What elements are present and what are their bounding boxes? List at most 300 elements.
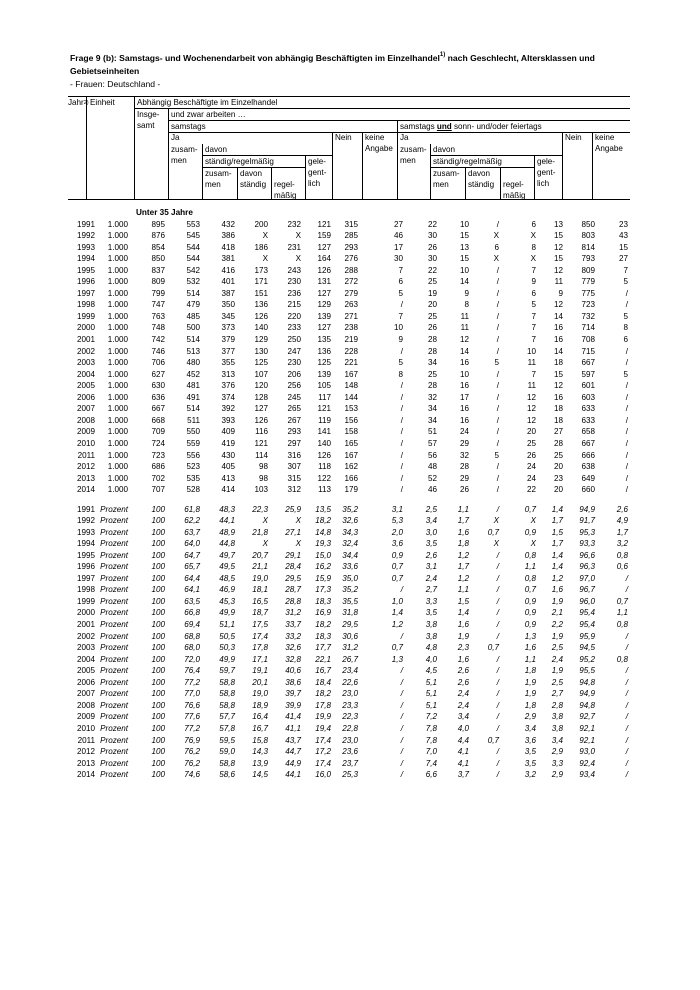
- cell-year: 1998: [76, 300, 95, 310]
- cell-sso-ja-zusammen: 2,4: [425, 573, 437, 583]
- table-row: [0, 527, 700, 538]
- cell-sso-nein: 714: [581, 323, 595, 333]
- cell-unit: Prozent: [100, 643, 128, 653]
- header-gelegentlich-1a: gele-: [308, 157, 326, 166]
- cell-sa-zusammen-staendig-regel: 59,5: [219, 735, 235, 745]
- cell-sa-staendig: 19,0: [252, 689, 268, 699]
- cell-sso-ja-zusammen: 2,6: [425, 550, 437, 560]
- cell-insgesamt: 100: [151, 527, 165, 537]
- cell-sso-ja-zusammen: 3,5: [425, 539, 437, 549]
- table-row: [0, 392, 700, 403]
- table-row: [0, 723, 700, 734]
- cell-sso-gelegentlich: 3,8: [551, 712, 563, 722]
- cell-insgesamt: 630: [151, 381, 165, 391]
- cell-sso-regelmaessig: 1,6: [524, 643, 536, 653]
- cell-sa-gelegentlich: 164: [317, 254, 331, 264]
- cell-sso-ja-zusammen: 30: [427, 231, 437, 241]
- cell-sa-staendig: 121: [254, 438, 268, 448]
- cell-sso-zusammen-staendig-regel: 1,6: [457, 620, 469, 629]
- cell-sso-nein: 92,1: [579, 735, 595, 745]
- cell-sa-regelmaessig: 230: [287, 358, 301, 368]
- cell-sso-zusammen-staendig-regel: 10: [459, 219, 469, 229]
- table-row: [0, 642, 700, 653]
- cell-sa-ja-zusammen: 77,0: [184, 689, 200, 699]
- cell-sa-gelegentlich: 18,2: [315, 689, 331, 699]
- cell-sso-regelmaessig: 22: [526, 485, 536, 495]
- cell-sso-staendig: /: [496, 335, 499, 344]
- header-vline-4: [202, 144, 203, 200]
- cell-sso-ja-zusammen: 32: [427, 392, 437, 402]
- cell-sso-zusammen-staendig-regel: 14: [459, 346, 469, 356]
- cell-sso-zusammen-staendig-regel: 1,5: [457, 596, 469, 606]
- cell-sso-nein: 597: [581, 369, 595, 379]
- cell-sso-zusammen-staendig-regel: 4,0: [457, 723, 469, 733]
- cell-sa-nein: 285: [344, 231, 358, 241]
- cell-sso-zusammen-staendig-regel: 15: [459, 254, 469, 264]
- cell-sa-gelegentlich: 129: [317, 300, 331, 310]
- cell-sa-nein: 166: [344, 473, 358, 483]
- cell-insgesamt: 854: [151, 242, 165, 252]
- cell-sso-staendig: /: [496, 288, 499, 298]
- cell-year: 1996: [76, 277, 95, 287]
- cell-sa-staendig: 20,7: [252, 550, 268, 560]
- table-row: [0, 230, 700, 241]
- cell-insgesamt: 636: [151, 392, 165, 402]
- cell-sso-gelegentlich: 11: [554, 277, 563, 287]
- cell-sso-zusammen-staendig-regel: 1,1: [457, 504, 469, 514]
- cell-sso-ja-zusammen: 22: [427, 265, 437, 275]
- table-row: [0, 299, 700, 310]
- cell-unit: Prozent: [100, 504, 128, 514]
- cell-sa-gelegentlich: 135: [317, 335, 331, 344]
- cell-year: 1996: [76, 562, 95, 572]
- cell-unit: Prozent: [100, 516, 128, 526]
- cell-sso-zusammen-staendig-regel: 11: [460, 311, 469, 321]
- header-vline-6: [271, 167, 272, 200]
- cell-sso-keine-angabe: /: [625, 689, 628, 699]
- cell-sa-zusammen-staendig-regel: 432: [221, 219, 235, 229]
- cell-sa-gelegentlich: 121: [317, 219, 331, 229]
- cell-sso-keine-angabe: /: [625, 723, 628, 733]
- cell-sa-nein: 156: [344, 415, 358, 425]
- cell-sso-nein: 97,0: [579, 573, 595, 583]
- cell-sso-ja-zusammen: 3,4: [425, 516, 437, 526]
- cell-sa-regelmaessig: 265: [287, 404, 301, 414]
- section-label: Unter 35 Jahre: [136, 208, 193, 217]
- cell-sso-ja-zusammen: 7,8: [425, 723, 437, 733]
- cell-sso-regelmaessig: 3,4: [524, 723, 536, 733]
- header-vline-10: [397, 120, 398, 200]
- cell-sa-regelmaessig: 267: [287, 415, 301, 425]
- cell-year: 2011: [77, 450, 95, 460]
- cell-sso-keine-angabe: /: [625, 585, 628, 595]
- cell-sa-staendig: 126: [254, 311, 268, 321]
- cell-sa-keine-angabe: /: [400, 346, 403, 356]
- cell-sa-keine-angabe: /: [400, 770, 403, 780]
- cell-sa-regelmaessig: 44,1: [285, 770, 301, 780]
- cell-sso-nein: 649: [581, 473, 595, 483]
- cell-sa-keine-angabe: /: [400, 427, 403, 437]
- cell-sso-gelegentlich: 1,2: [551, 573, 563, 583]
- cell-sa-gelegentlich: 117: [318, 392, 331, 402]
- cell-sso-keine-angabe: /: [625, 381, 628, 391]
- cell-year: 2005: [76, 381, 95, 391]
- cell-sa-staendig: 22,3: [252, 504, 268, 514]
- cell-sso-nein: 95,9: [579, 631, 595, 641]
- cell-sa-keine-angabe: /: [400, 585, 403, 595]
- table-row: [0, 288, 700, 299]
- cell-sso-ja-zusammen: 7,0: [425, 747, 437, 757]
- cell-sso-staendig: /: [496, 462, 499, 472]
- table-row: [0, 242, 700, 253]
- cell-unit: 1.000: [107, 288, 128, 298]
- header-vline-11: [430, 144, 431, 200]
- cell-sa-zusammen-staendig-regel: 58,8: [219, 700, 235, 710]
- cell-sso-keine-angabe: /: [625, 666, 628, 676]
- cell-sa-nein: 315: [344, 219, 358, 229]
- cell-sa-staendig: 18,7: [252, 608, 268, 618]
- table-subtitle: - Frauen: Deutschland -: [70, 79, 161, 89]
- cell-sso-keine-angabe: 23: [618, 219, 628, 229]
- cell-sso-keine-angabe: /: [625, 473, 628, 483]
- cell-sso-keine-angabe: /: [625, 735, 628, 745]
- cell-sso-regelmaessig: 0,9: [524, 620, 536, 629]
- cell-year: 1992: [76, 231, 95, 241]
- cell-sso-keine-angabe: /: [625, 404, 628, 414]
- cell-sa-zusammen-staendig-regel: 58,8: [219, 689, 235, 699]
- cell-sso-keine-angabe: /: [625, 700, 628, 710]
- cell-sso-regelmaessig: 20: [526, 427, 536, 437]
- cell-sa-ja-zusammen: 77,2: [184, 723, 200, 733]
- cell-sso-ja-zusammen: 46: [427, 485, 437, 495]
- cell-sso-zusammen-staendig-regel: 17: [459, 392, 469, 402]
- cell-sso-keine-angabe: /: [625, 427, 628, 437]
- cell-sso-regelmaessig: 1,3: [524, 631, 536, 641]
- cell-sso-ja-zusammen: 6,6: [425, 770, 437, 780]
- cell-sso-zusammen-staendig-regel: 16: [459, 404, 469, 414]
- cell-sa-ja-zusammen: 514: [186, 288, 200, 298]
- cell-sso-regelmaessig: 8: [531, 242, 536, 252]
- cell-sso-nein: 95,4: [579, 620, 595, 629]
- header-staendig-2: ständig: [468, 180, 495, 189]
- cell-sa-staendig: 200: [254, 219, 268, 229]
- cell-sso-keine-angabe: 2,6: [616, 504, 628, 514]
- header-keine-2: keine: [595, 133, 615, 142]
- table-row: [0, 688, 700, 699]
- cell-unit: Prozent: [100, 712, 128, 722]
- cell-sso-zusammen-staendig-regel: 1,4: [457, 608, 469, 618]
- table-row: [0, 677, 700, 688]
- cell-sa-ja-zusammen: 550: [186, 427, 200, 437]
- cell-sa-regelmaessig: 25,9: [285, 504, 301, 514]
- cell-sso-ja-zusammen: 5,1: [425, 700, 437, 710]
- cell-unit: Prozent: [100, 758, 128, 768]
- cell-sa-nein: 228: [344, 346, 358, 356]
- cell-sso-ja-zusammen: 28: [427, 381, 437, 391]
- cell-sa-staendig: 173: [254, 265, 268, 275]
- cell-sa-zusammen-staendig-regel: 401: [221, 277, 235, 287]
- cell-sa-gelegentlich: 19,9: [315, 712, 331, 722]
- cell-sso-nein: 660: [581, 485, 595, 495]
- header-vline-9: [362, 132, 363, 200]
- cell-sso-gelegentlich: 16: [553, 335, 563, 344]
- cell-sso-zusammen-staendig-regel: 4,4: [457, 735, 469, 745]
- cell-sa-nein: 29,5: [342, 620, 358, 629]
- cell-sso-gelegentlich: 12: [553, 381, 563, 391]
- cell-insgesamt: 747: [151, 300, 165, 310]
- cell-sso-gelegentlich: 16: [553, 323, 563, 333]
- cell-sa-ja-zusammen: 544: [186, 242, 200, 252]
- cell-sso-zusammen-staendig-regel: 29: [459, 438, 469, 448]
- cell-sso-regelmaessig: X: [530, 231, 536, 241]
- header-zusammen-2a: zusam-: [400, 145, 427, 154]
- table-row: [0, 334, 700, 345]
- cell-sa-ja-zusammen: 68,8: [184, 631, 200, 641]
- cell-unit: 1.000: [107, 265, 128, 275]
- cell-insgesamt: 100: [151, 723, 165, 733]
- cell-year: 2001: [76, 335, 95, 344]
- cell-sso-regelmaessig: 12: [526, 415, 536, 425]
- cell-sso-staendig: X: [493, 231, 499, 241]
- cell-sa-zusammen-staendig-regel: 413: [221, 473, 235, 483]
- cell-sa-ja-zusammen: 63,5: [184, 596, 200, 606]
- cell-sa-ja-zusammen: 68,0: [184, 643, 200, 653]
- cell-sso-gelegentlich: 14: [553, 346, 563, 356]
- cell-year: 1991: [76, 219, 95, 229]
- cell-sa-staendig: 17,5: [252, 620, 268, 629]
- cell-sa-keine-angabe: 7: [398, 311, 403, 321]
- cell-year: 2011: [77, 735, 95, 745]
- cell-unit: Prozent: [100, 585, 128, 595]
- cell-sa-staendig: 18,1: [252, 585, 268, 595]
- cell-sa-zusammen-staendig-regel: 387: [221, 288, 235, 298]
- cell-sso-keine-angabe: /: [625, 758, 628, 768]
- cell-sa-nein: 31,8: [342, 608, 358, 618]
- cell-sa-gelegentlich: 118: [318, 462, 331, 472]
- cell-sa-gelegentlich: 18,2: [315, 516, 331, 526]
- cell-sso-nein: 92,7: [579, 712, 595, 722]
- cell-sa-ja-zusammen: 452: [186, 369, 200, 379]
- cell-sso-zusammen-staendig-regel: 2,6: [457, 666, 469, 676]
- cell-sso-zusammen-staendig-regel: 16: [459, 415, 469, 425]
- cell-sa-regelmaessig: 41,1: [285, 723, 301, 733]
- cell-sa-keine-angabe: 3,1: [391, 504, 403, 514]
- cell-sa-staendig: X: [262, 516, 268, 526]
- cell-sso-nein: 94,8: [579, 700, 595, 710]
- cell-sa-keine-angabe: 0,7: [391, 643, 403, 653]
- cell-sso-regelmaessig: 3,6: [524, 735, 536, 745]
- cell-sso-regelmaessig: 1,8: [524, 666, 536, 676]
- header-jahr-label: Jahr: [68, 98, 84, 107]
- header-vline-12: [465, 167, 466, 200]
- cell-sso-gelegentlich: 1,4: [551, 550, 563, 560]
- cell-sso-staendig: /: [496, 277, 499, 287]
- table-row: [0, 219, 700, 230]
- header-vline-13: [500, 167, 501, 200]
- cell-sa-ja-zusammen: 500: [186, 323, 200, 333]
- header-zusammen-1b: men: [171, 156, 187, 165]
- cell-unit: 1.000: [107, 346, 128, 356]
- cell-sa-keine-angabe: 9: [398, 335, 403, 344]
- cell-sa-gelegentlich: 131: [317, 277, 331, 287]
- cell-sa-ja-zusammen: 61,8: [184, 504, 200, 514]
- cell-insgesamt: 100: [151, 735, 165, 745]
- cell-sa-zusammen-staendig-regel: 376: [221, 381, 235, 391]
- header-zusammen-1a: zusam-: [171, 145, 198, 154]
- header-gelegentlich-2c: lich: [537, 179, 550, 188]
- cell-sa-staendig: 140: [254, 323, 268, 333]
- cell-sa-gelegentlich: 17,3: [315, 585, 331, 595]
- cell-sa-zusammen-staendig-regel: 355: [221, 358, 235, 368]
- cell-sso-gelegentlich: 3,3: [551, 758, 563, 768]
- cell-sa-ja-zusammen: 523: [186, 462, 200, 472]
- cell-year: 1995: [76, 550, 95, 560]
- cell-sa-regelmaessig: 41,4: [285, 712, 301, 722]
- header-rule-staendig-left: [202, 167, 305, 168]
- cell-sa-gelegentlich: 119: [318, 415, 331, 425]
- cell-sso-zusammen-staendig-regel: 1,6: [457, 527, 469, 537]
- header-staendig-regel-2: ständig/regelmäßig: [433, 157, 502, 166]
- cell-sso-gelegentlich: 20: [553, 462, 563, 472]
- cell-sso-regelmaessig: 7: [531, 311, 536, 321]
- cell-sa-ja-zusammen: 76,4: [184, 666, 200, 676]
- cell-sa-regelmaessig: 32,8: [285, 654, 301, 664]
- cell-sso-zusammen-staendig-regel: 14: [459, 277, 469, 287]
- cell-sso-regelmaessig: 1,1: [524, 654, 536, 664]
- cell-sa-nein: 22,8: [342, 723, 358, 733]
- cell-year: 1995: [76, 265, 95, 275]
- cell-year: 2004: [76, 369, 95, 379]
- header-davon-1: davon: [205, 145, 228, 154]
- cell-sso-ja-zusammen: 51: [427, 427, 437, 437]
- cell-sso-nein: 95,5: [579, 666, 595, 676]
- cell-insgesamt: 707: [151, 485, 165, 495]
- cell-sa-staendig: 116: [255, 427, 268, 437]
- header-jahr: [68, 98, 89, 108]
- header-davon-4: davon: [468, 169, 491, 178]
- cell-sso-keine-angabe: /: [625, 573, 628, 583]
- cell-sso-regelmaessig: X: [530, 254, 536, 264]
- cell-sso-ja-zusammen: 25: [427, 369, 437, 379]
- table-row: [0, 276, 700, 287]
- cell-sa-staendig: 151: [254, 288, 268, 298]
- cell-year: 2007: [76, 689, 95, 699]
- cell-sa-ja-zusammen: 63,7: [184, 527, 200, 537]
- cell-sso-regelmaessig: 0,7: [524, 504, 536, 514]
- cell-sa-ja-zusammen: 513: [186, 346, 200, 356]
- cell-year: 2009: [76, 712, 95, 722]
- cell-sa-staendig: 98: [258, 462, 268, 472]
- cell-sa-zusammen-staendig-regel: 345: [221, 311, 235, 321]
- cell-sa-gelegentlich: 13,5: [315, 504, 331, 514]
- cell-sso-keine-angabe: /: [625, 450, 628, 460]
- cell-unit: 1.000: [107, 277, 128, 287]
- cell-sa-keine-angabe: 8: [398, 369, 403, 379]
- cell-sa-staendig: 16,5: [252, 596, 268, 606]
- cell-insgesamt: 100: [151, 585, 165, 595]
- cell-sa-zusammen-staendig-regel: 313: [221, 369, 235, 379]
- cell-sa-gelegentlich: 139: [317, 311, 331, 321]
- cell-sa-gelegentlich: 14,8: [315, 527, 331, 537]
- cell-sso-nein: 94,5: [579, 643, 595, 653]
- cell-sso-keine-angabe: 8: [623, 323, 628, 333]
- cell-year: 2008: [76, 700, 95, 710]
- cell-sa-gelegentlich: 19,3: [315, 539, 331, 549]
- cell-sso-ja-zusammen: 3,8: [425, 620, 437, 629]
- header-davon-3: davon: [240, 169, 263, 178]
- cell-sa-regelmaessig: 33,2: [285, 631, 301, 641]
- cell-sso-nein: 708: [581, 335, 595, 344]
- cell-sa-gelegentlich: 17,7: [315, 643, 331, 653]
- cell-year: 1993: [76, 527, 95, 537]
- cell-sa-nein: 288: [344, 265, 358, 275]
- cell-sso-ja-zusammen: 19: [427, 288, 437, 298]
- cell-sso-nein: 850: [581, 219, 595, 229]
- cell-sso-gelegentlich: 25: [553, 450, 563, 460]
- cell-sa-zusammen-staendig-regel: 373: [221, 323, 235, 333]
- cell-insgesamt: 100: [151, 712, 165, 722]
- cell-sa-staendig: X: [262, 539, 268, 549]
- cell-sa-regelmaessig: 215: [287, 300, 301, 310]
- cell-sso-staendig: /: [496, 573, 499, 583]
- cell-sa-staendig: 129: [254, 335, 268, 344]
- cell-sa-keine-angabe: /: [400, 438, 403, 448]
- cell-sso-staendig: /: [496, 550, 499, 560]
- cell-year: 2014: [76, 485, 95, 495]
- cell-unit: 1.000: [107, 335, 128, 344]
- cell-sso-staendig: /: [496, 265, 499, 275]
- cell-insgesamt: 686: [151, 462, 165, 472]
- header-regelmaessig-2b: mäßig: [503, 191, 526, 200]
- cell-insgesamt: 709: [151, 427, 165, 437]
- cell-sso-staendig: /: [496, 323, 499, 333]
- cell-sso-staendig: /: [496, 404, 499, 414]
- cell-year: 1994: [76, 254, 95, 264]
- cell-sso-staendig: 5: [494, 358, 499, 368]
- cell-sa-nein: 35,2: [342, 504, 358, 514]
- cell-sa-nein: 35,2: [342, 585, 358, 595]
- cell-sso-nein: 95,2: [579, 654, 595, 664]
- cell-sa-keine-angabe: 0,9: [391, 550, 403, 560]
- cell-sso-gelegentlich: 15: [553, 254, 563, 264]
- cell-sa-staendig: 17,4: [252, 631, 268, 641]
- cell-sa-keine-angabe: /: [400, 381, 403, 391]
- cell-sso-ja-zusammen: 7,2: [425, 712, 437, 722]
- cell-sa-gelegentlich: 15,0: [315, 550, 331, 560]
- cell-sa-nein: 33,6: [342, 562, 358, 572]
- cell-sa-ja-zusammen: 72,0: [184, 654, 200, 664]
- cell-sa-zusammen-staendig-regel: 44,8: [219, 539, 235, 549]
- cell-sa-staendig: 120: [254, 381, 268, 391]
- cell-sa-staendig: 17,1: [252, 654, 268, 664]
- header-insgesamt-2: samt: [137, 121, 155, 130]
- cell-insgesamt: 876: [151, 231, 165, 241]
- cell-unit: Prozent: [100, 562, 128, 572]
- header-vline-8: [332, 132, 333, 200]
- header-einheit: Einheit: [90, 98, 115, 107]
- table-row: [0, 538, 700, 549]
- cell-sa-regelmaessig: 297: [287, 438, 301, 448]
- cell-sa-regelmaessig: 33,7: [285, 620, 301, 629]
- cell-sso-regelmaessig: 1,9: [524, 677, 536, 687]
- cell-sso-keine-angabe: 0,8: [616, 620, 628, 629]
- cell-sa-staendig: 18,9: [252, 700, 268, 710]
- cell-year: 1994: [76, 539, 95, 549]
- cell-sa-regelmaessig: 206: [287, 369, 301, 379]
- cell-sa-ja-zusammen: 77,2: [184, 677, 200, 687]
- cell-unit: 1.000: [107, 369, 128, 379]
- cell-sa-zusammen-staendig-regel: 49,5: [219, 562, 235, 572]
